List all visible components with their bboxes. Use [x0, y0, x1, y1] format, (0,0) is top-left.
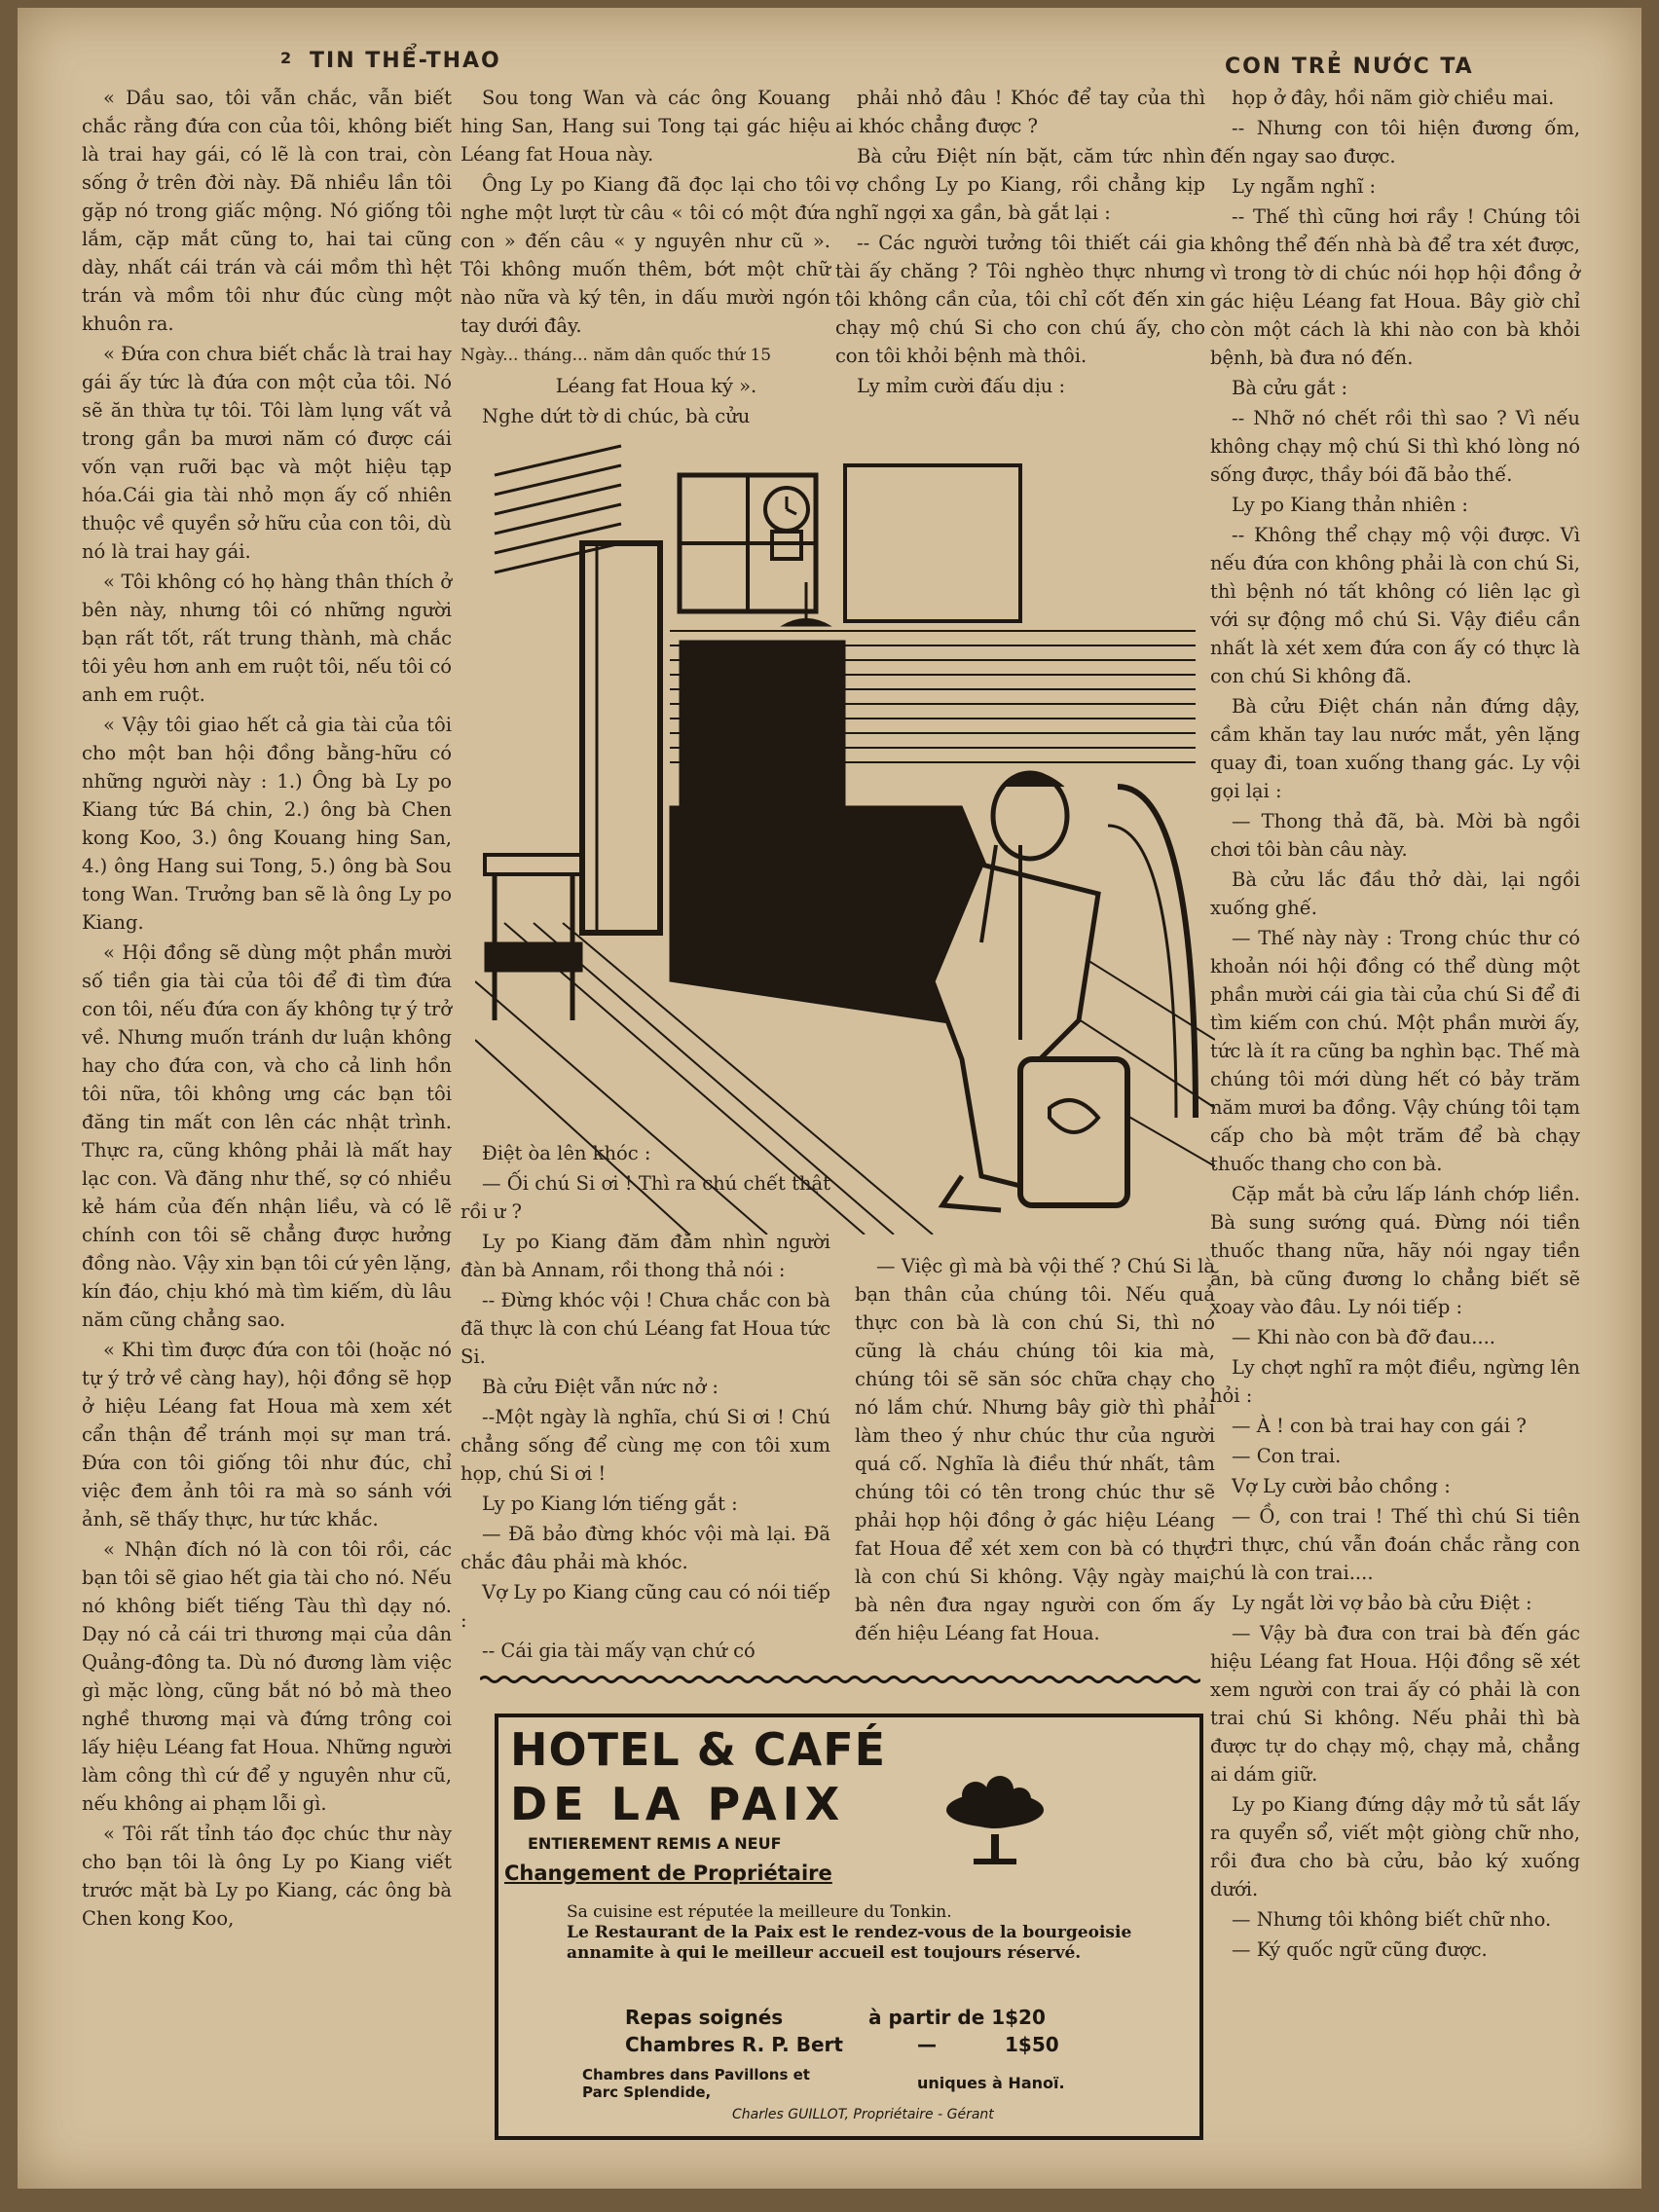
column-2-bottom: [461, 1139, 830, 1667]
paragraph: — Thế này này : Trong chúc thư có khoản nói hội đồng có thể dùng một phần mười cái gia tài của chú Si để đi tìm kiếm con chú. Một phần mười ấy, tức là ít ra cũng ba nghìn bạc. Thế mà chúng tôi mới dùng hết có bảy trăm năm mươi ba đồng. Vậy chúng tôi tạm cấp cho bà một trăm để bà chạy thuốc thang cho con bà.: [1210, 927, 1580, 1175]
paragraph: — Vậy bà đưa con trai bà đến gác hiệu Léang fat Houa. Hội đồng sẽ xét xem người con trai ấy có phải là con trai chú Si không. Nếu phải thì bà được tự do chạy mộ, chạy mả, chẳng ai dám giữ.: [1210, 1622, 1580, 1786]
ad-chambres-dash: —: [917, 2033, 937, 2056]
column-3-bottom: [855, 1252, 1215, 1649]
column-4: [1210, 84, 1580, 1966]
ad-title-line-1: HOTEL & CAFÉ: [510, 1723, 887, 1776]
paragraph: « Nhận đích nó là con tôi rồi, các bạn tôi sẽ giao hết gia tài cho nó. Nếu nó không biết tiếng Tàu thì dạy nó. Dạy nó cả cái tri thương mại của dân Quảng-đông ta. Dù nó đương làm việc gì mặc lòng, cũng bắt nó bỏ mà theo nghề thương mại và đứng trông coi lấy hiệu Léang fat Houa. Những người làm công thì cứ để y nguyên như cũ, nếu không ai phạm lỗi gì.: [82, 1538, 452, 1815]
paragraph: Ly po Kiang đăm đăm nhìn người đàn bà Annam, rồi thong thả nói :: [461, 1231, 830, 1281]
paragraph: — Ối chú Si ơi ! Thì ra chú chết thật rồi ư ?: [461, 1172, 830, 1223]
paragraph: Bà cửu lắc đầu thở dài, lại ngồi xuống ghế.: [1210, 868, 1580, 919]
paragraph: -- Cái gia tài mấy vạn chứ có: [482, 1640, 756, 1662]
ad-title-line-2: DE LA PAIX: [510, 1778, 846, 1830]
paragraph: Nghe dứt tờ di chúc, bà cửu: [482, 405, 751, 427]
paragraph: -- Thế thì cũng hơi rầy ! Chúng tôi không thể đến nhà bà để tra xét được, vì trong tờ di chúc nói họp hội đồng ở gác hiệu Léang fat Houa. Bây giờ chỉ còn một cách là khi nào con bà khỏi bệnh, bà đưa nó đến.: [1210, 205, 1580, 369]
paragraph: -- Nhưng con tôi hiện đương ốm, đến ngay sao được.: [1210, 117, 1580, 167]
ad-pavillons: Chambres dans Pavillons et: [582, 2066, 810, 2083]
paragraph: -- Nhỡ nó chết rồi thì sao ? Vì nếu không chạy mộ chú Si thì khó lòng nó sống được, thầy bói đã bảo thế.: [1210, 407, 1580, 486]
paragraph: — Việc gì mà bà vội thế ? Chú Si là bạn thân của chúng tôi. Nếu quả thực con bà là con chú Si, thì nó cũng là cháu chúng tôi kia mà, chúng tôi sẽ săn sóc chữa chạy cho nó lắm chứ. Nhưng bây giờ thì phải làm theo ý như chúc thư của người quá cố. Nghĩa là điều thứ nhất, tâm chúng tôi có tên trong chúc thư sẽ phải họp hội đồng ở gác hiệu Léang fat Houa để xét xem con bà có thực là con chú Si không. Vậy ngày mai, bà nên đưa ngay người con ốm ấy đến hiệu Léang fat Houa.: [855, 1255, 1215, 1644]
ad-owner: Charles GUILLOT, Propriétaire - Gérant: [732, 2107, 994, 2122]
ad-subtitle: ENTIEREMENT REMIS A NEUF: [528, 1834, 782, 1853]
paragraph: « Khi tìm được đứa con tôi (hoặc nó tự ý trở về càng hay), hội đồng sẽ họp ở hiệu Léang fat Houa mà xem xét cẩn thận để tránh mọi sự man trá. Đứa con tôi giống tôi như đúc, chỉ việc đem ảnh tôi ra mà so sánh với ảnh, sẽ thấy thực, hư tức khắc.: [82, 1339, 452, 1530]
paragraph: — Nhưng tôi không biết chữ nho.: [1232, 1908, 1552, 1931]
will-date: Ngày... tháng... năm dân quốc thứ 15: [461, 346, 772, 365]
paragraph: — À ! con bà trai hay con gái ?: [1232, 1415, 1527, 1437]
paragraph: « Dầu sao, tôi vẫn chắc, vẫn biết chắc rằng đứa con của tôi, không biết là trai hay gái, có lẽ là con trai, còn sống ở trên đời này. Đã nhiều lần tôi gặp nó trong giấc mộng. Nó giống tôi lắm, cặp mắt cũng to, hai tai cũng dày, nhất cái trán và cái mồm thì hệt trán và mồm tôi như đúc cùng một khuôn ra.: [82, 87, 452, 335]
paragraph: — Ký quốc ngữ cũng được.: [1232, 1938, 1488, 1961]
paragraph: Ly ngẫm nghĩ :: [1232, 175, 1377, 198]
paragraph: phải nhỏ đâu ! Khóc để tay của thì ai khóc chẳng được ?: [835, 87, 1205, 137]
paragraph: Vợ Ly po Kiang cũng cau có nói tiếp :: [461, 1581, 830, 1632]
paragraph: — Khi nào con bà đỡ đau....: [1232, 1326, 1495, 1348]
paragraph: — Thong thả đã, bà. Mời bà ngồi chơi tôi bàn câu này.: [1210, 810, 1580, 861]
ad-change-owner: Changement de Propriétaire: [504, 1862, 832, 1885]
page-header: [18, 8, 1641, 79]
ad-body: [567, 1902, 1151, 1964]
paragraph: « Tôi không có họ hàng thân thích ở bên này, nhưng tôi có những người bạn rất tốt, rất trung thành, mà chắc tôi yêu hơn anh em ruột tôi, nếu tôi có anh em ruột.: [82, 571, 452, 706]
ad-parc: Parc Splendide,: [582, 2083, 712, 2101]
column-1: [82, 84, 452, 1935]
paragraph: — Con trai.: [1232, 1445, 1342, 1467]
left-header-title: TIN THỂ-THAO: [310, 49, 501, 73]
paragraph: Điệt òa lên khóc :: [482, 1142, 651, 1164]
paragraph: Bà cửu Điệt chán nản đứng dậy, cầm khăn tay lau nước mắt, yên lặng quay đi, toan xuống thang gác. Ly vội gọi lại :: [1210, 695, 1580, 802]
paragraph: Ly mỉm cười đấu dịu :: [857, 375, 1066, 397]
ad-chambres-price: 1$50: [1005, 2033, 1059, 2056]
ad-repas-price: à partir de 1$20: [868, 2006, 1046, 2029]
paragraph: họp ở đây, hồi nãm giờ chiều mai.: [1232, 87, 1555, 109]
ad-uniques: uniques à Hanoï.: [917, 2074, 1065, 2092]
paragraph: Bà cửu Điệt vẫn nức nở :: [482, 1376, 719, 1398]
fruit-bowl-icon: [937, 1766, 1053, 1873]
paragraph: Ly po Kiang thản nhiên :: [1232, 494, 1468, 516]
newspaper-page: [18, 8, 1641, 2189]
will-signature: Léang fat Houa ký ».: [555, 375, 757, 397]
paragraph: Cặp mắt bà cửu lấp lánh chớp liền. Bà sung sướng quá. Đừng nói tiền thuốc thang nữa, hãy nói ngay tiền ăn, bà cũng đương lo chẳng biết sẽ xoay vào đâu. Ly nói tiếp :: [1210, 1183, 1580, 1318]
paragraph: --Một ngày là nghĩa, chú Si ơi ! Chú chẳng sống để cùng mẹ con tôi xum họp, chú Si ơi !: [461, 1406, 830, 1485]
paragraph: Bà cửu gắt :: [1232, 377, 1348, 399]
ad-line-cuisine: Sa cuisine est réputée la meilleure du Tonkin.: [567, 1902, 952, 1922]
paragraph: -- Không thể chạy mộ vội được. Vì nếu đứa con không phải là con chú Si, thì bệnh nó tất không có liên lạc gì với sự động mồ chú Si. Vậy điều cần nhất là xét xem đứa con ấy có thực là con chú Si không đã.: [1210, 524, 1580, 687]
paragraph: « Vậy tôi giao hết cả gia tài của tôi cho một ban hội đồng bằng-hữu có những người này : 1.) Ông bà Ly po Kiang tức Bá chin, 2.) ông bà Chen kong Koo, 3.) ông Kouang hing San, 4.) ông Hang sui Tong, 5.) ông bà Sou tong Wan. Trưởng ban sẽ là ông Ly po Kiang.: [82, 714, 452, 934]
paragraph: Bà cửu Điệt nín bặt, căm tức nhìn vợ chồng Ly po Kiang, rồi chẳng kịp nghĩ ngợi xa gần, bà gắt lại :: [835, 145, 1205, 224]
paragraph: Ly chợt nghĩ ra một điều, ngừng lên hỏi :: [1210, 1356, 1580, 1407]
woodcut-illustration: [475, 436, 1215, 1235]
ad-chambres: Chambres R. P. Bert: [625, 2033, 843, 2056]
column-2-top: [461, 84, 830, 432]
wavy-divider: [480, 1675, 1200, 1684]
paragraph: -- Các người tưởng tôi thiết cái gia tài ấy chăng ? Tôi nghèo thực nhưng tôi không cần của, tôi chỉ cốt đến xin chạy mộ chú Si cho con chú ấy, cho con tôi khỏi bệnh mà thôi.: [835, 232, 1205, 367]
paragraph: — Ồ, con trai ! Thế thì chú Si tiên tri thực, chú vẫn đoán chắc rằng con chú là con trai....: [1210, 1505, 1580, 1584]
paragraph: Ông Ly po Kiang đã đọc lại cho tôi nghe một lượt từ câu « tôi có một đứa con » đến câu « y nguyên như cũ ». Tôi không muốn thêm, bớt một chữ nào nữa và ký tên, in dấu mười ngón tay dưới đây.: [461, 173, 830, 337]
paragraph: Vợ Ly cười bảo chồng :: [1232, 1475, 1451, 1497]
column-3-top: [835, 84, 1205, 402]
paragraph: — Đã bảo đừng khóc vội mà lại. Đã chắc đâu phải mà khóc.: [461, 1523, 830, 1573]
paragraph: Sou tong Wan và các ông Kouang hing San, Hang sui Tong tại gác hiệu Léang fat Houa này.: [461, 87, 830, 166]
ad-line-restaurant: Le Restaurant de la Paix est le rendez-vous de la bourgeoisie annamite à qui le meilleur accueil est toujours réservé.: [567, 1923, 1132, 1963]
paragraph: « Hội đồng sẽ dùng một phần mười số tiền gia tài của tôi để đi tìm đứa con tôi, nếu đứa con ấy không tự ý trở về. Nhưng muốn tránh dư luận không hay cho đứa con, và cho cả linh hồn tôi nữa, tôi không ưng các bạn tôi đăng tin mất con lên các nhật trình. Thực ra, cũng không phải là mất hay lạc con. Và đăng như thế, sợ có nhiều kẻ hám của đến nhận liều, và có lẽ chính con tôi sẽ chẳng được hưởng đồng nào. Vậy xin bạn tôi cứ yên lặng, kín đáo, chịu khó mà tìm kiếm, dù lâu năm cũng chẳng sao.: [82, 941, 452, 1331]
right-header-title: CON TRẺ NƯỚC TA: [1225, 55, 1474, 79]
paragraph: -- Đừng khóc vội ! Chưa chắc con bà đã thực là con chú Léang fat Houa tức Si.: [461, 1289, 830, 1368]
paragraph: Ly po Kiang lớn tiếng gắt :: [482, 1493, 738, 1515]
page-number: 2: [280, 49, 292, 67]
paragraph: « Tôi rất tỉnh táo đọc chúc thư này cho bạn tôi là ông Ly po Kiang viết trước mặt bà Ly po Kiang, các ông bà Chen kong Koo,: [82, 1823, 452, 1930]
paragraph: Ly ngắt lời vợ bảo bà cửu Điệt :: [1232, 1592, 1532, 1614]
paragraph: Ly po Kiang đứng dậy mở tủ sắt lấy ra quyển sổ, viết một giòng chữ nho, rồi đưa cho bà cửu, bảo ký xuống dưới.: [1210, 1793, 1580, 1900]
paragraph: « Đứa con chưa biết chắc là trai hay gái ấy tức là đứa con một của tôi. Nó sẽ ăn thừa tự tôi. Tôi làm lụng vất vả trong gần ba mươi năm có được cái vốn vạn ruỡi bạc và một hiệu tạp hóa.Cái gia tài nhỏ mọn ấy cố nhiên thuộc về quyền sở hữu của con tôi, dù nó là trai hay gái.: [82, 343, 452, 563]
hotel-cafe-advertisement: [495, 1714, 1203, 2140]
ad-repas: Repas soignés: [625, 2006, 784, 2029]
